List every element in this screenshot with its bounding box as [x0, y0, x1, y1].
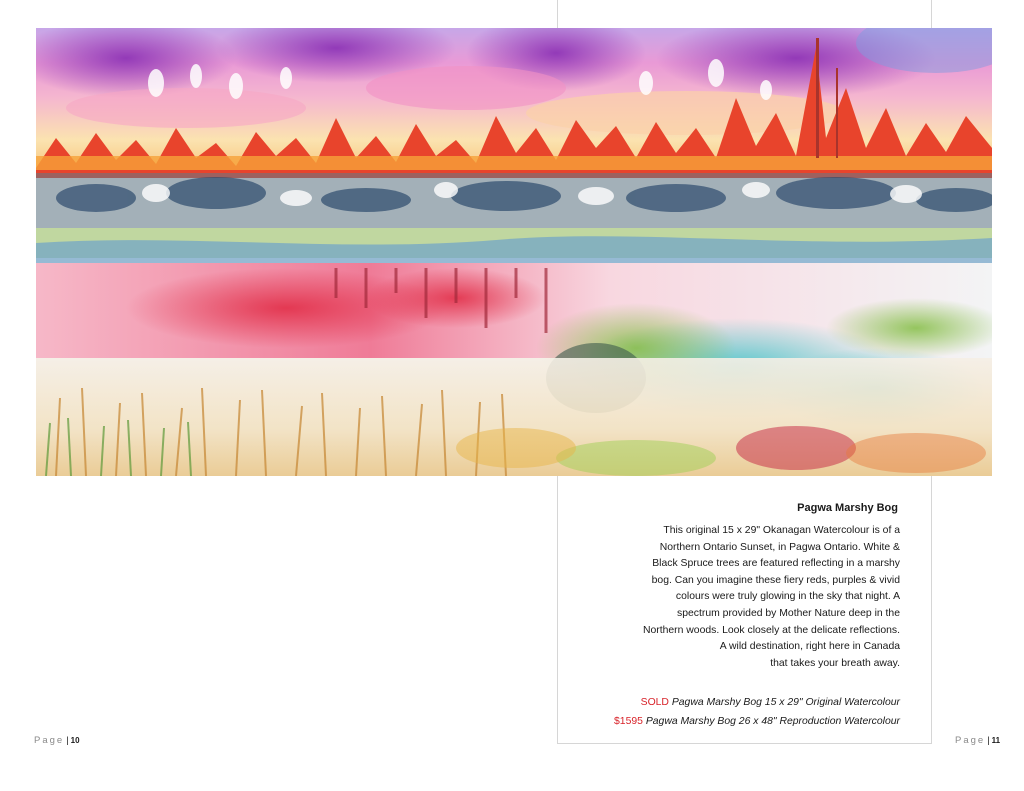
description-line: A wild destination, right here in Canada	[719, 641, 900, 653]
folio-label: Page	[34, 735, 65, 746]
description-line: This original 15 x 29" Okanagan Watercolour is of a	[663, 525, 900, 536]
description-line: Northern woods. Look closely at the delicate reflections.	[642, 624, 900, 636]
description-line: Northern Ontario Sunset, in Pagwa Ontario. White &	[659, 541, 900, 553]
folio-separator: |	[987, 735, 990, 746]
watercolour-painting	[36, 28, 992, 476]
price-status: SOLD	[640, 697, 669, 708]
price-list	[560, 693, 900, 731]
page-number-right	[955, 735, 1000, 746]
price-row-reproduction	[560, 712, 900, 731]
price-amount: $1595	[614, 716, 643, 727]
description-line: spectrum provided by Mother Nature deep in the	[677, 607, 900, 619]
price-item-name: Pagwa Marshy Bog 26 x 48" Reproduction Watercolour	[645, 716, 900, 727]
description-line: that takes your breath away.	[770, 657, 900, 669]
description-line: bog. Can you imagine these fiery reds, purples & vivid	[651, 574, 900, 586]
artwork-title: Pagwa Marshy Bog	[797, 502, 898, 514]
page-number-left	[34, 735, 80, 746]
price-item-name: Pagwa Marshy Bog 15 x 29" Original Watercolour	[671, 697, 900, 708]
folio-label: Page	[955, 735, 986, 746]
artwork-text	[600, 502, 900, 672]
folio-separator: |	[66, 735, 69, 746]
price-row-original	[560, 693, 900, 712]
painting-illustration	[36, 28, 992, 476]
artwork-description	[600, 523, 900, 672]
description-line: Black Spruce trees are featured reflecting in a marshy	[652, 558, 900, 570]
folio-number: 10	[70, 736, 80, 745]
description-line: colours were truly glowing in the sky that night. A	[675, 591, 900, 603]
folio-number: 11	[991, 736, 1001, 745]
